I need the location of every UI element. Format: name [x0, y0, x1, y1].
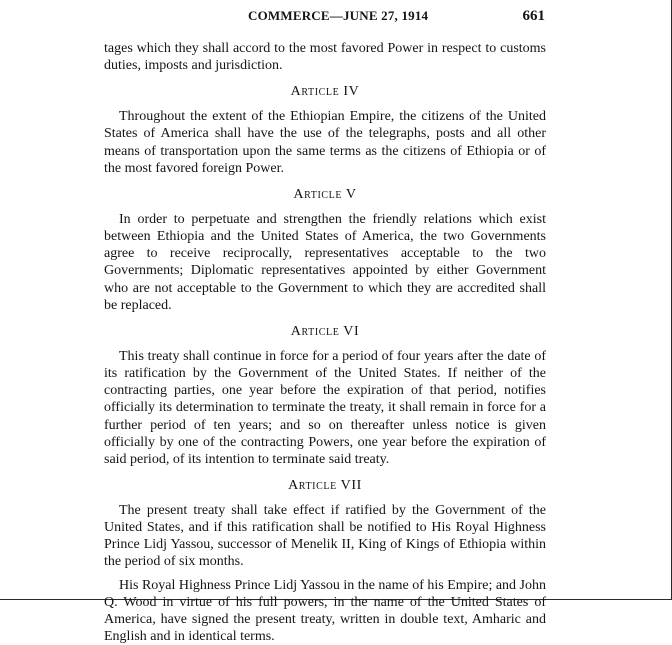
running-header [102, 8, 545, 28]
article-7-paragraph-1: The present treaty shall take effect if ratified by the Government of the United States, and if this ratification shall be notified to His Royal Highness Prince Lidj Yassou, successor of Menelik II, King of Kings of Ethiopia within the period of six months. [104, 502, 546, 570]
article-5-heading: Article V [293, 186, 357, 202]
page-number: 661 [522, 8, 545, 24]
article-7-paragraph-2: His Royal Highness Prince Lidj Yassou in the name of his Empire; and John Q. Wood in virtue of his full powers, in the name of the United States of America, have signed the present treaty, written in double text, Amharic and English and in identical terms. [104, 577, 546, 645]
article-4-heading: Article IV [290, 84, 360, 100]
article-4-paragraph: Throughout the extent of the Ethiopian Empire, the citizens of the United States of America shall have the use of the telegraphs, posts and all other means of transportation upon the same terms as the citizens of Ethiopia or of the most favored foreign Power. [104, 109, 546, 176]
article-6-heading: Article VI [290, 323, 360, 339]
article-7-heading: Article VII [288, 477, 362, 493]
continuation-paragraph: tages which they shall accord to the most favored Power in respect to customs duties, imposts and jurisdiction. [104, 41, 546, 74]
running-title: COMMERCE—JUNE 27, 1914 [248, 8, 429, 23]
article-5-paragraph: In order to perpetuate and strengthen the friendly relations which exist between Ethiopia and the United States of America, the two Governments agree to receive reciprocally, representatives acceptable to the two Governments; Diplomatic representatives appointed by either Government who are not acceptable to the Government to which they are accredited shall be replaced. [104, 211, 546, 313]
document-body [104, 40, 546, 645]
article-6-paragraph: This treaty shall continue in force for a period of four years after the date of its ratification by the Government of the United States. If neither of the contracting parties, one year before the expiration of that period, notifies officially its determination to terminate the treaty, it shall remain in force for a further period of ten years; and so on thereafter unless notice is given officially by one of the contracting Powers, one year before the expiration of said period, of its intention to terminate said treaty. [104, 348, 546, 467]
